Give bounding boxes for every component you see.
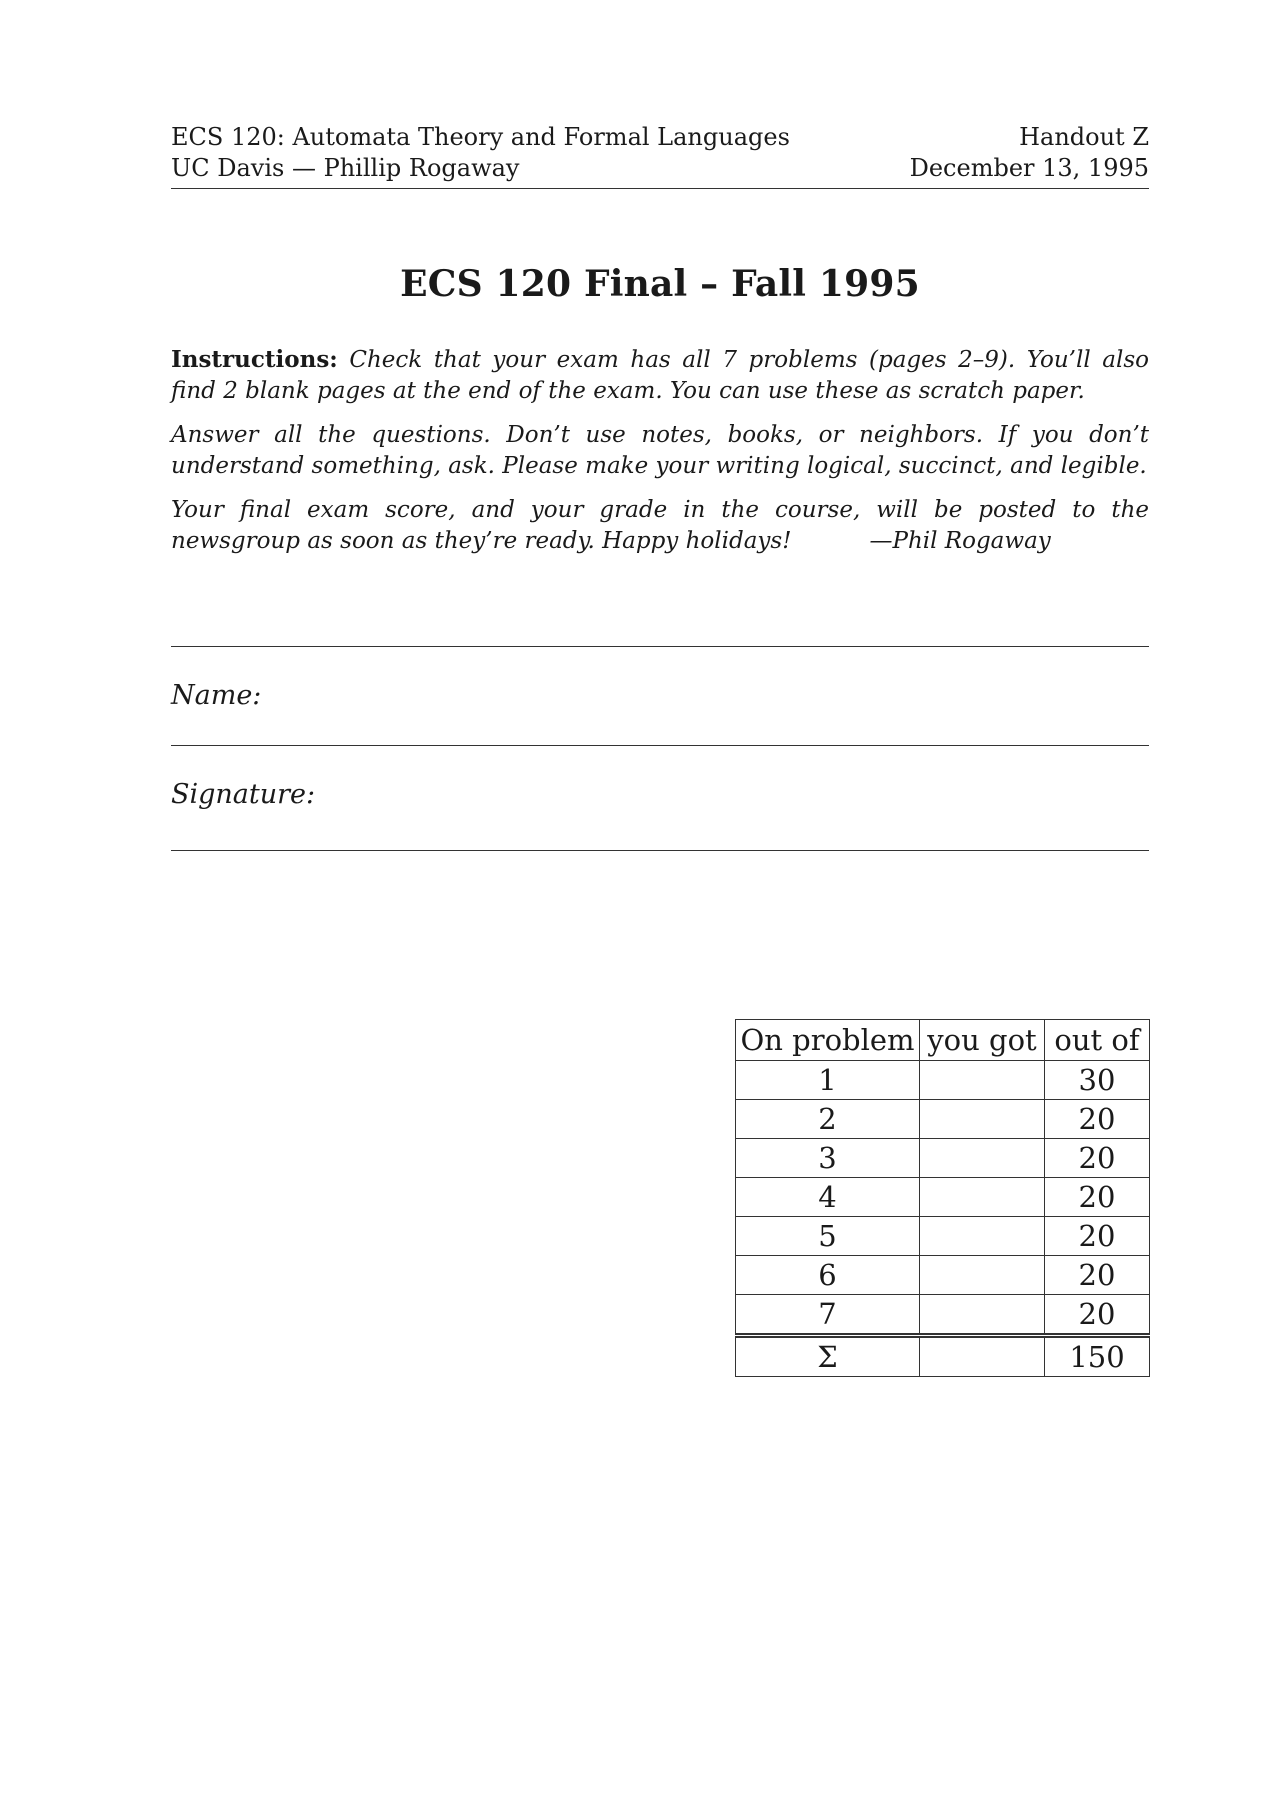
table-row — [736, 1217, 1150, 1256]
problem-number: 3 — [736, 1139, 920, 1178]
header-left — [171, 122, 790, 184]
score-got-cell[interactable] — [920, 1217, 1045, 1256]
max-points: 30 — [1045, 1061, 1150, 1100]
instructions-text-3: Your final exam score, and your grade in the course, will be posted to the newsgroup as soon as they’re ready. Happy holidays! — [171, 497, 1149, 554]
handout-date: December 13, 1995 — [909, 154, 1149, 182]
max-points: 20 — [1045, 1295, 1150, 1336]
header-divider — [171, 188, 1149, 189]
header-right — [910, 122, 1149, 184]
instructions-block — [171, 344, 1149, 570]
table-row — [736, 1061, 1150, 1100]
instructions-text-1: Check that your exam has all 7 problems (pages 2–9). You’ll also find 2 blank pages at the end of the exam. You can use these as scratch paper. — [171, 347, 1150, 404]
name-top-rule — [171, 646, 1149, 647]
problem-number: 6 — [736, 1256, 920, 1295]
instructions-paragraph-1 — [171, 344, 1149, 407]
score-got-cell[interactable] — [920, 1295, 1045, 1336]
course-name: ECS 120: Automata Theory and Formal Languages — [171, 123, 790, 151]
signature-field-label: Signature: — [171, 779, 316, 810]
max-points: 20 — [1045, 1256, 1150, 1295]
sigma-symbol: Σ — [736, 1336, 920, 1377]
total-got-cell[interactable] — [920, 1336, 1045, 1377]
max-points: 20 — [1045, 1217, 1150, 1256]
table-row — [736, 1178, 1150, 1217]
table-row — [736, 1100, 1150, 1139]
problem-number: 7 — [736, 1295, 920, 1336]
name-line[interactable] — [171, 745, 1149, 746]
signoff: —Phil Rogaway — [869, 528, 1051, 554]
score-table — [735, 1019, 1150, 1377]
handout-label: Handout Z — [1019, 123, 1149, 151]
score-got-cell[interactable] — [920, 1061, 1045, 1100]
score-got-cell[interactable] — [920, 1256, 1045, 1295]
table-row — [736, 1139, 1150, 1178]
problem-number: 2 — [736, 1100, 920, 1139]
instructions-lead: Instructions: — [171, 346, 338, 373]
instructions-paragraph-2: Answer all the questions. Don’t use notes, books, or neighbors. If you don’t understand something, ask. Please make your writing logical, succinct, and legible. — [171, 422, 1149, 479]
problem-number: 5 — [736, 1217, 920, 1256]
total-points: 150 — [1045, 1336, 1150, 1377]
score-got-cell[interactable] — [920, 1100, 1045, 1139]
header-out-of: out of — [1045, 1020, 1150, 1061]
header-you-got: you got — [920, 1020, 1045, 1061]
problem-number: 1 — [736, 1061, 920, 1100]
table-row — [736, 1295, 1150, 1336]
total-row — [736, 1336, 1150, 1377]
instructions-paragraph-3 — [171, 495, 1149, 557]
score-got-cell[interactable] — [920, 1139, 1045, 1178]
max-points: 20 — [1045, 1100, 1150, 1139]
table-row — [736, 1256, 1150, 1295]
problem-number: 4 — [736, 1178, 920, 1217]
header-on-problem: On problem — [736, 1020, 920, 1061]
score-got-cell[interactable] — [920, 1178, 1045, 1217]
score-table-header-row — [736, 1020, 1150, 1061]
name-field-label: Name: — [171, 680, 262, 711]
signature-line[interactable] — [171, 850, 1149, 851]
institution-instructor: UC Davis — Phillip Rogaway — [171, 154, 520, 182]
page-title: ECS 120 Final – Fall 1995 — [400, 263, 920, 305]
max-points: 20 — [1045, 1139, 1150, 1178]
max-points: 20 — [1045, 1178, 1150, 1217]
